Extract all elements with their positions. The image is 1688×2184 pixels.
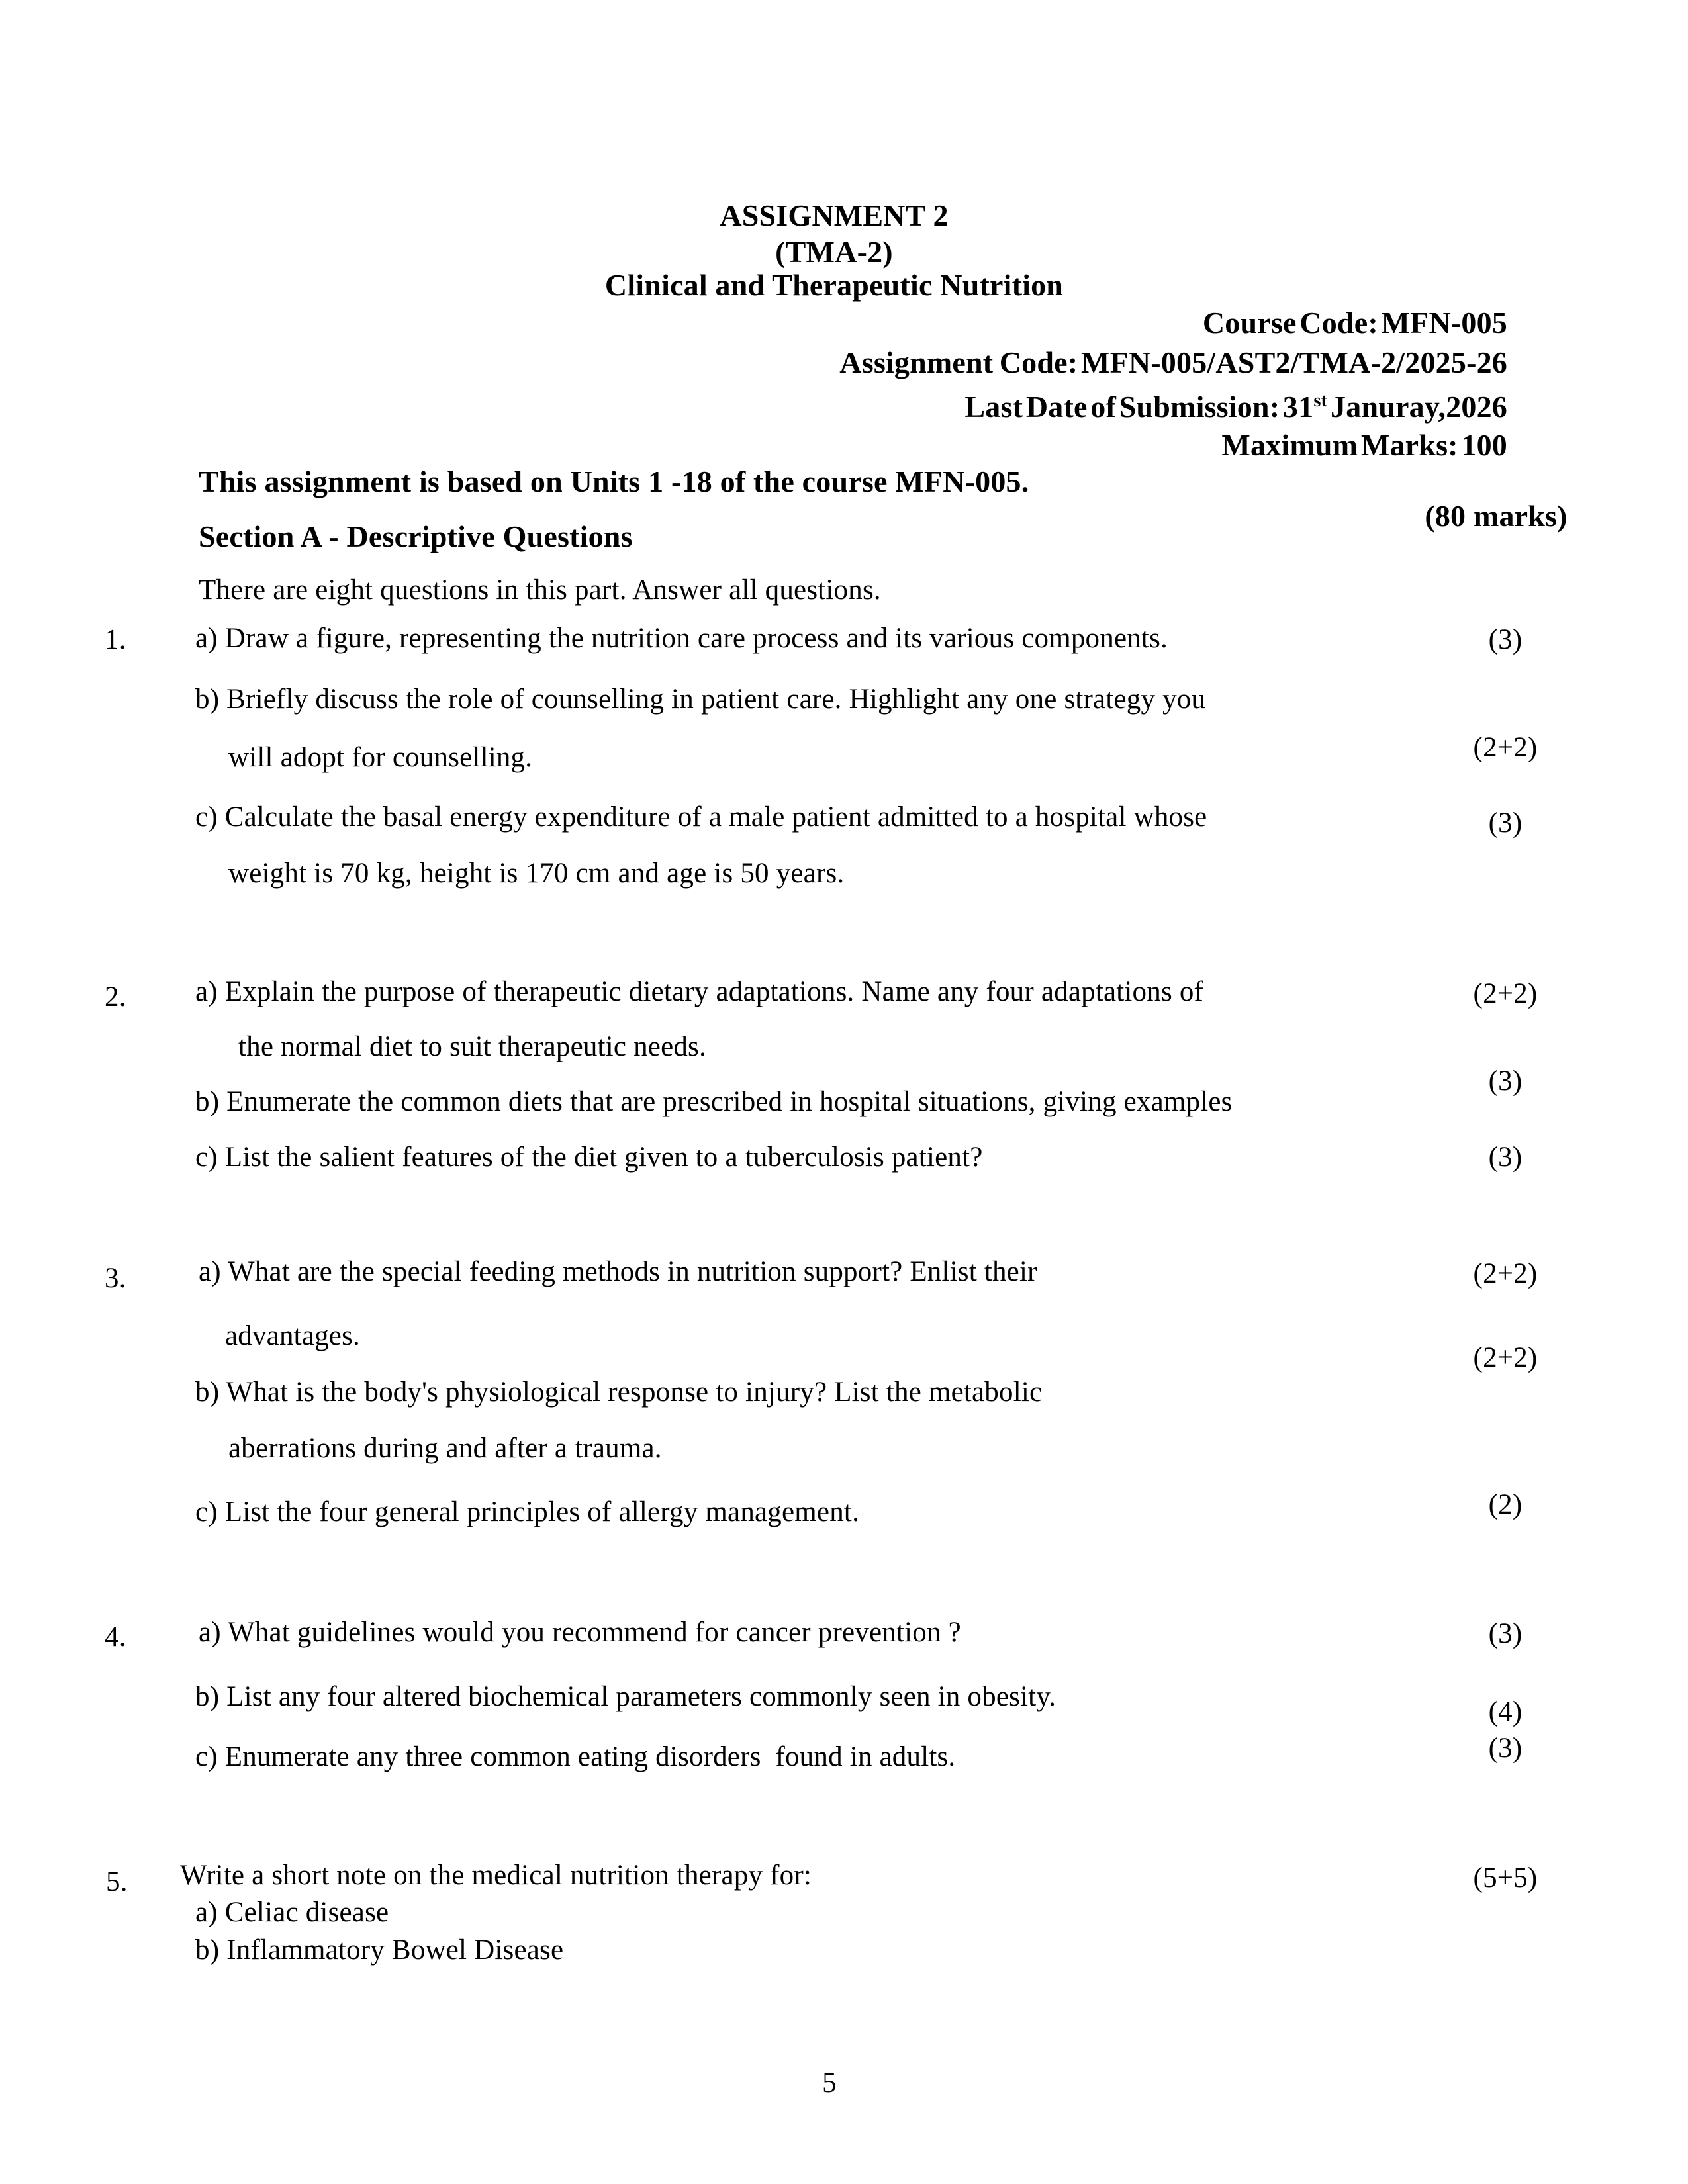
q1-part-c-marks: (3) xyxy=(1488,807,1523,839)
q4-part-a-marks: (3) xyxy=(1488,1618,1523,1649)
q1-part-a: a) Draw a figure, representing the nutrition care process and its various components. xyxy=(195,623,1168,654)
q5-part-b: b) Inflammatory Bowel Disease xyxy=(195,1934,564,1966)
q3-part-a-line2: advantages. xyxy=(225,1320,360,1351)
q5-number: 5. xyxy=(106,1866,128,1897)
q3-part-a-marks: (2+2) xyxy=(1473,1258,1538,1289)
q2-part-a-line2: the normal diet to suit therapeutic needs. xyxy=(238,1031,706,1062)
q1-part-b-marks: (2+2) xyxy=(1473,732,1538,763)
q3-part-b-marks: (2+2) xyxy=(1473,1342,1538,1373)
course-code: Course Code: MFN-005 xyxy=(1202,306,1507,340)
assignment-code: Assignment Code: MFN-005/AST2/TMA-2/2025-26 xyxy=(839,345,1507,379)
based-on-note: This assignment is based on Units 1 -18 of the course MFN-005. xyxy=(199,465,1029,498)
q2-part-a-line1: a) Explain the purpose of therapeutic dietary adaptations. Name any four adaptations of xyxy=(195,976,1204,1007)
q5-marks: (5+5) xyxy=(1473,1862,1538,1893)
section-title: Section A - Descriptive Questions xyxy=(199,520,633,553)
q3-part-a-line1: a) What are the special feeding methods in nutrition support? Enlist their xyxy=(199,1256,1037,1287)
section-marks: (80 marks) xyxy=(1425,499,1568,533)
q2-part-a-marks: (2+2) xyxy=(1473,978,1538,1009)
assignment-subtitle: (TMA-2) xyxy=(775,235,893,269)
q2-part-b-marks: (3) xyxy=(1488,1066,1523,1097)
q1-number: 1. xyxy=(105,624,126,655)
page-number: 5 xyxy=(822,2068,837,2099)
q5-main: Write a short note on the medical nutrition therapy for: xyxy=(180,1860,812,1891)
q2-number: 2. xyxy=(105,981,126,1013)
course-title: Clinical and Therapeutic Nutrition xyxy=(604,268,1064,302)
q4-part-b-marks: (4) xyxy=(1488,1696,1523,1727)
submission-date-suffix: Januray,2026 xyxy=(1327,390,1507,424)
q4-part-a: a) What guidelines would you recommend for cancer prevention ? xyxy=(199,1617,961,1648)
q1-part-c-line2: weight is 70 kg, height is 170 cm and age is 50 years. xyxy=(228,858,845,889)
q5-part-a: a) Celiac disease xyxy=(195,1897,389,1928)
q1-part-b-line1: b) Briefly discuss the role of counselling in patient care. Highlight any one strategy you xyxy=(195,684,1206,715)
section-intro: There are eight questions in this part. Answer all questions. xyxy=(199,574,881,606)
q3-part-c-marks: (2) xyxy=(1488,1489,1523,1520)
assignment-title: ASSIGNMENT 2 xyxy=(720,199,949,232)
q1-part-b-line2: will adopt for counselling. xyxy=(228,742,533,773)
q4-part-c-marks: (3) xyxy=(1488,1733,1523,1764)
q2-part-c-marks: (3) xyxy=(1488,1142,1523,1173)
q3-part-b-line2: aberrations during and after a trauma. xyxy=(228,1433,662,1464)
submission-date-prefix: Last Date of Submission: 31 xyxy=(964,390,1314,424)
q4-number: 4. xyxy=(105,1621,126,1653)
q1-part-a-marks: (3) xyxy=(1488,624,1523,655)
q3-part-c: c) List the four general principles of allergy management. xyxy=(195,1496,860,1527)
q1-part-c-line1: c) Calculate the basal energy expenditure of a male patient admitted to a hospital whose xyxy=(195,801,1207,833)
q2-part-b: b) Enumerate the common diets that are prescribed in hospital situations, giving examples xyxy=(195,1086,1233,1117)
q4-part-c: c) Enumerate any three common eating disorders found in adults. xyxy=(195,1741,956,1772)
q2-part-c: c) List the salient features of the diet given to a tuberculosis patient? xyxy=(195,1142,983,1173)
submission-date-ordinal: st xyxy=(1313,390,1328,412)
q3-part-b-line1: b) What is the body's physiological response to injury? List the metabolic xyxy=(195,1377,1043,1408)
max-marks: Maximum Marks: 100 xyxy=(1221,428,1507,462)
q3-number: 3. xyxy=(105,1263,126,1294)
submission-date xyxy=(964,392,1507,422)
q4-part-b: b) List any four altered biochemical parameters commonly seen in obesity. xyxy=(195,1681,1056,1712)
